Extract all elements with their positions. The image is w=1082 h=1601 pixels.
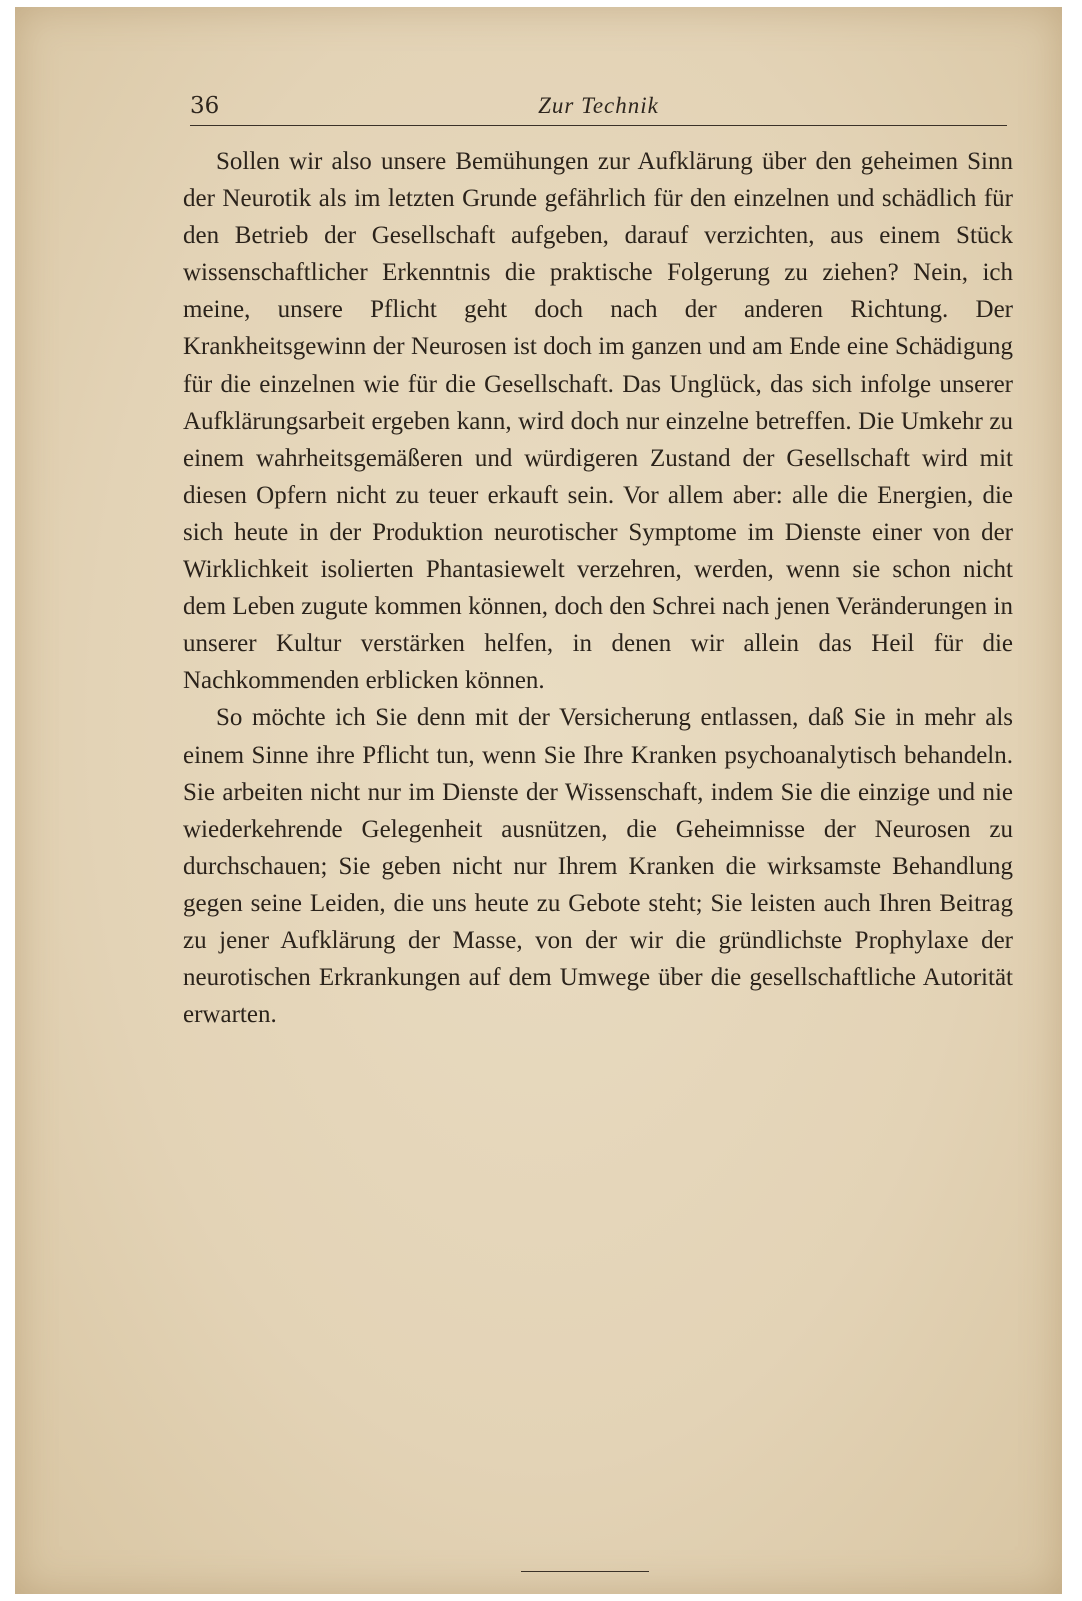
page-number: 36 bbox=[190, 93, 220, 119]
book-page bbox=[15, 7, 1062, 1594]
running-title: Zur Technik bbox=[538, 93, 659, 118]
page-header bbox=[190, 91, 1007, 126]
body-text bbox=[183, 143, 1013, 1033]
paragraph-2: So möchte ich Sie denn mit der Versicherung entlassen, daß Sie in mehr als einem Sinne ihre Pflicht tun, wenn Sie Ihre Kranken psychoanalytisch behandeln. Sie arbeiten nicht nur im Dienste der Wissenschaft, indem Sie die einzige und nie wiederkehrende Gelegenheit ausnützen, die Geheimnisse der Neurosen zu durchschauen; Sie geben nicht nur Ihrem Kranken die wirksamste Behandlung gegen seine Leiden, die uns heute zu Gebote steht; Sie leisten auch Ihren Beitrag zu jener Aufklärung der Masse, von der wir die gründlichste Prophylaxe der neurotischen Erkrankungen auf dem Umwege über die gesellschaftliche Autorität erwarten. bbox=[183, 704, 1013, 1029]
section-end-rule bbox=[521, 1571, 649, 1572]
paragraph-1: Sollen wir also unsere Bemühungen zur Aufklärung über den geheimen Sinn der Neurotik als im letzten Grunde gefährlich für den einzelnen und schädlich für den Betrieb der Gesellschaft aufgeben, darauf verzichten, aus einem Stück wissenschaftlicher Erkenntnis die praktische Folgerung zu ziehen? Nein, ich meine, unsere Pflicht geht doch nach der anderen Richtung. Der Krankheitsgewinn der Neurosen ist doch im ganzen und am Ende eine Schädigung für die einzelnen wie für die Gesellschaft. Das Unglück, das sich infolge unserer Aufklärungsarbeit ergeben kann, wird doch nur einzelne betreffen. Die Umkehr zu einem wahrheitsgemäßeren und würdigeren Zustand der Gesellschaft wird mit diesen Opfern nicht zu teuer erkauft sein. Vor allem aber: alle die Energien, die sich heute in der Produktion neurotischer Symptome im Dienste einer von der Wirklichkeit isolierten Phantasiewelt verzehren, werden, wenn sie schon nicht dem Leben zugute kommen können, doch den Schrei nach jenen Veränderungen in unserer Kultur verstärken helfen, in denen wir allein das Heil für die Nachkommenden erblicken können. bbox=[183, 148, 1013, 695]
